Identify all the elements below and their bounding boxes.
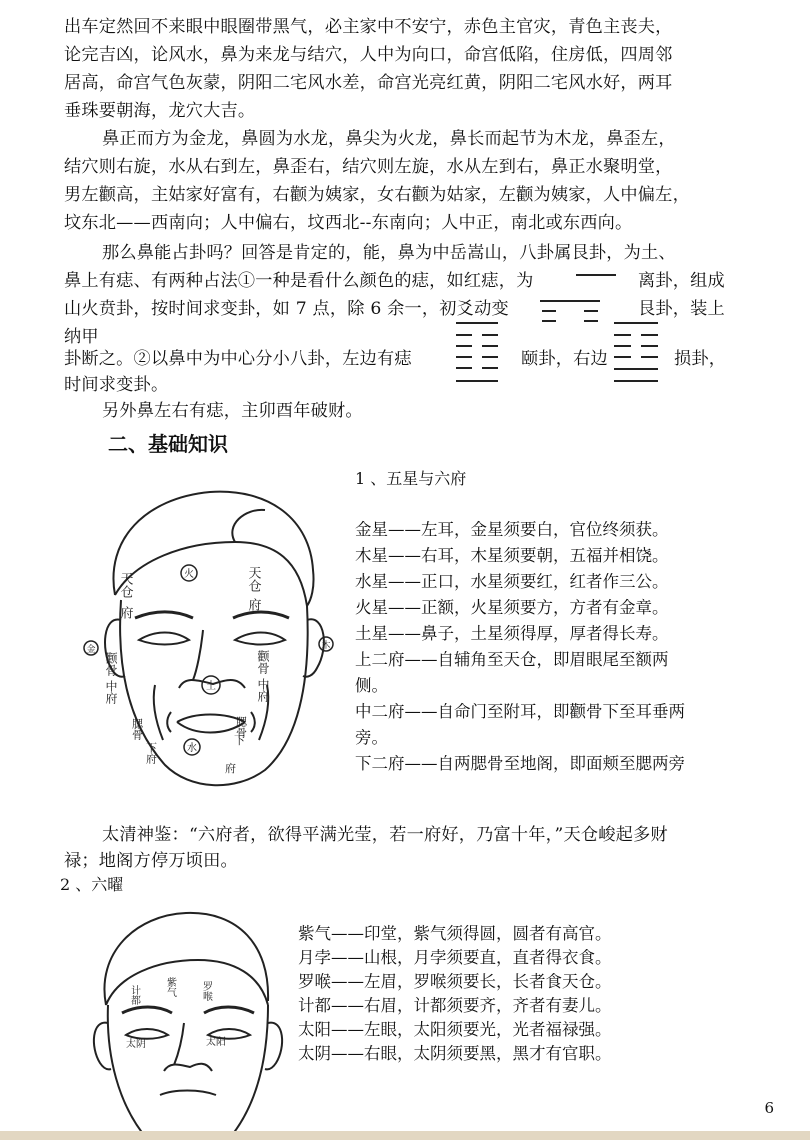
- text-line: 居高，命宫气色灰蒙，阴阳二宅风水差，命宫光亮红黄，阴阳二宅风水好，两耳: [64, 73, 673, 93]
- text-line: 那么鼻能占卦吗？回答是肯定的，能，鼻为中岳嵩山，八卦属艮卦，为土、: [102, 243, 676, 263]
- label-fu-left: 府: [117, 606, 133, 619]
- list-item: 木星——右耳，木星须要朝，五福并相饶。: [355, 546, 669, 565]
- label-luohou: 罗喉: [200, 981, 212, 1001]
- symbol-huo: 火: [184, 569, 194, 580]
- text-line: 颐卦，右边: [521, 349, 608, 369]
- label-zhongfu-left: 中府: [104, 680, 118, 704]
- text-line: 男左颧高，主姑家好富有，右颧为姨家，女右颧为姑家，左颧为姨家，人中偏左，: [64, 185, 690, 205]
- list-item: 旁。: [355, 728, 388, 747]
- page-number: 6: [764, 1099, 774, 1117]
- label-ziqi: 紫气: [164, 977, 176, 997]
- list-item: 金星——左耳，金星须要白，官位终须获。: [355, 520, 669, 539]
- text-line: 鼻上有痣、有两种占法①一种是看什么颜色的痣，如红痣，为: [64, 271, 534, 291]
- symbol-tu: 土: [206, 681, 216, 692]
- text-line: 禄；地阁方停万顷田。: [64, 851, 238, 871]
- label-saigu-right: 腮骨: [234, 716, 248, 738]
- label-xiafu-left: 下府: [144, 742, 158, 764]
- list-item: 太阳——左眼，太阳须要光，光者福禄强。: [298, 1020, 612, 1039]
- text-line: 坟东北——西南向；人中偏右，坟西北--东南向；人中正，南北或东西向。: [64, 213, 633, 233]
- text-line: 离卦，组成: [638, 271, 725, 291]
- label-taiyang: 太阳: [206, 1037, 226, 1048]
- text-line: 垂珠要朝海，龙穴大吉。: [64, 101, 256, 121]
- text-line: 鼻正而方为金龙，鼻圆为水龙，鼻尖为火龙，鼻长而起节为木龙，鼻歪左，: [102, 129, 676, 149]
- subheading-five-stars: 1 、五星与六府: [355, 469, 467, 488]
- list-item: 上二府——自辅角至天仓，即眉眼尾至额两: [355, 650, 669, 669]
- text-line: 结穴则右旋，水从右到左，鼻歪右，结穴则左旋，水从左到右，鼻正水聚明堂，: [64, 157, 673, 177]
- text-line: 太清神鉴：“六府者，欲得平满光莹，若一府好，乃富十年，”天仓峻起多财: [102, 825, 668, 845]
- text-line: 损卦，: [674, 349, 727, 369]
- text-line: 卦断之。②以鼻中为中心分小八卦，左边有痣: [64, 349, 412, 369]
- label-tiancang-right: 天仓: [245, 566, 261, 592]
- label-jidu: 计都: [128, 985, 140, 1005]
- text-line: 论完吉凶，论风水，鼻为来龙与结穴，人中为向口，命宫低陷，住房低，四周邻: [64, 45, 673, 65]
- page-edge: [0, 1131, 810, 1140]
- label-fu-right: 府: [245, 598, 261, 611]
- symbol-shui: 水: [187, 743, 197, 754]
- list-item: 水星——正口，水星须要红，红者作三公。: [355, 572, 669, 591]
- text-line: 艮卦，装上: [638, 299, 725, 319]
- label-quangu-left: 颧骨: [104, 652, 118, 676]
- label-zhongfu-right: 中府: [256, 678, 270, 702]
- text-line: 山火贲卦，按时间求变卦，如 7 点，除 6 余一，初爻动变: [64, 299, 509, 319]
- face-diagram-five-stars: [75, 480, 345, 810]
- label-quangu-right: 颧骨: [256, 650, 270, 674]
- label-fu-right-low: 府: [225, 762, 236, 775]
- label-xia-right: 下: [234, 734, 245, 747]
- face-diagram-six-luminaries: [78, 905, 288, 1140]
- subheading-six-luminaries: 2 、六曜: [60, 875, 124, 894]
- list-item: 紫气——印堂，紫气须得圆，圆者有高官。: [298, 924, 612, 943]
- text-line: 时间求变卦。: [64, 375, 169, 395]
- symbol-jin: 金: [86, 645, 96, 655]
- symbol-mu: 木: [321, 641, 331, 651]
- list-item: 中二府——自命门至附耳，即颧骨下至耳垂两: [355, 702, 685, 721]
- list-item: 下二府——自两腮骨至地阁，即面颊至腮两旁: [355, 754, 685, 773]
- list-item: 火星——正额，火星须要方，方者有金章。: [355, 598, 669, 617]
- list-item: 土星——鼻子，土星须得厚，厚者得长寿。: [355, 624, 669, 643]
- text-line: 另外鼻左右有痣，主卯酉年破财。: [102, 401, 363, 421]
- list-item: 月孛——山根，月孛须要直，直者得衣食。: [298, 948, 612, 967]
- text-line: 出车定然回不来眼中眼圈带黑气，必主家中不安宁，赤色主官灾，青色主丧夫，: [64, 17, 673, 37]
- label-saigu-left: 腮骨: [130, 718, 144, 740]
- label-tiancang-left: 天仓: [117, 572, 133, 598]
- label-taiyin: 太阴: [126, 1039, 146, 1050]
- list-item: 侧。: [355, 676, 388, 695]
- list-item: 计都——右眉，计都须要齐，齐者有妻儿。: [298, 996, 612, 1015]
- section-heading: 二、基础知识: [108, 432, 228, 456]
- list-item: 罗喉——左眉，罗喉须要长，长者食天仓。: [298, 972, 612, 991]
- list-item: 太阴——右眼，太阴须要黑，黑才有官职。: [298, 1044, 612, 1063]
- text-line: 纳甲: [64, 327, 99, 347]
